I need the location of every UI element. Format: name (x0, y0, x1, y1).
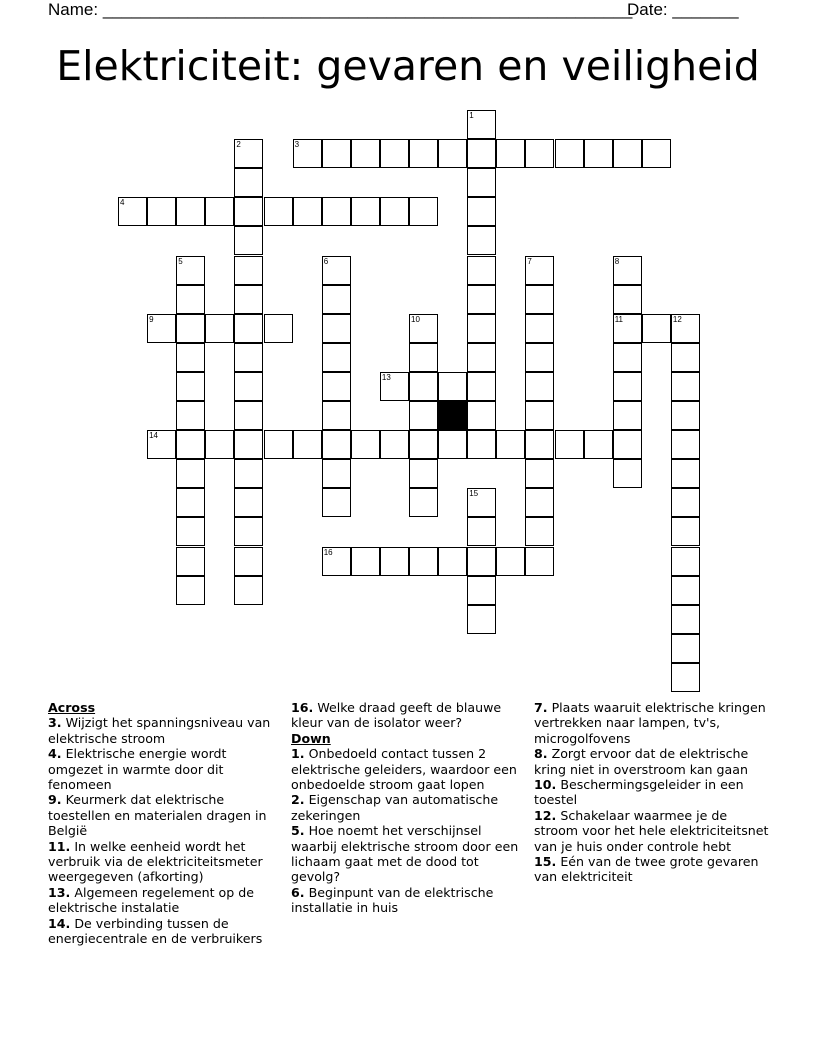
crossword-cell[interactable] (176, 343, 205, 372)
crossword-cell[interactable] (409, 547, 438, 576)
crossword-cell[interactable] (176, 459, 205, 488)
crossword-cell[interactable] (409, 343, 438, 372)
crossword-cell[interactable] (351, 197, 380, 226)
clue-text: Zorgt ervoor dat de elektrische kring niet in overstroom kan gaan (534, 746, 749, 777)
clue-number: 3. (48, 715, 62, 731)
crossword-cell[interactable] (613, 285, 642, 314)
cell-number: 3 (294, 140, 300, 150)
clue-text: Beschermingsgeleider in een toestel (534, 777, 744, 808)
clue-down-6 (291, 885, 527, 916)
clue-down-7 (534, 700, 770, 746)
crossword-cell[interactable] (205, 430, 234, 459)
crossword-cell[interactable] (234, 285, 263, 314)
name-label: Name: (48, 0, 99, 19)
crossword-cell[interactable] (322, 256, 351, 285)
crossword-cell[interactable] (234, 576, 263, 605)
crossword-cell[interactable] (322, 488, 351, 517)
crossword-cell[interactable] (525, 343, 554, 372)
crossword-cell[interactable] (176, 430, 205, 459)
crossword-cell[interactable] (234, 459, 263, 488)
crossword-cell[interactable] (467, 343, 496, 372)
crossword-cell[interactable] (293, 139, 322, 168)
crossword-cell[interactable] (525, 314, 554, 343)
crossword-cell[interactable] (525, 430, 554, 459)
crossword-cell[interactable] (147, 197, 176, 226)
clue-across-11 (48, 839, 284, 885)
across-heading: Across (48, 700, 96, 715)
clue-across-16 (291, 700, 527, 731)
crossword-cell[interactable] (176, 547, 205, 576)
crossword-cell[interactable] (671, 517, 700, 546)
crossword-cell[interactable] (322, 139, 351, 168)
crossword-cell[interactable] (264, 197, 293, 226)
crossword-cell[interactable] (671, 372, 700, 401)
clues-column-3 (534, 700, 770, 885)
crossword-cell[interactable] (438, 430, 467, 459)
clue-number: 12. (534, 807, 557, 823)
crossword-cell[interactable] (322, 343, 351, 372)
crossword-cell[interactable] (322, 285, 351, 314)
crossword-cell[interactable] (671, 547, 700, 576)
crossword-cell[interactable] (409, 314, 438, 343)
cell-number: 4 (120, 198, 125, 208)
date-field[interactable] (627, 0, 739, 20)
crossword-cell[interactable] (467, 430, 496, 459)
cell-number: 1 (469, 111, 474, 120)
black-square (438, 401, 467, 430)
crossword-cell[interactable] (234, 430, 263, 459)
crossword-cell[interactable] (264, 430, 293, 459)
cell-number: 8 (614, 256, 620, 266)
crossword-cell[interactable] (613, 459, 642, 488)
crossword-cell[interactable] (467, 285, 496, 314)
clue-number: 11. (48, 838, 71, 854)
crossword-cell[interactable] (380, 430, 409, 459)
page-title: Elektriciteit: gevaren en veiligheid (56, 42, 760, 90)
crossword-cell[interactable] (467, 110, 496, 139)
clue-across-13 (48, 885, 284, 916)
clue-across-3 (48, 715, 284, 746)
crossword-cell[interactable] (525, 139, 554, 168)
crossword-cell[interactable] (496, 139, 525, 168)
clue-text: Plaats waaruit elektrische kringen vertrekken naar lampen, tv's, microgolfovens (534, 700, 766, 746)
crossword-cell[interactable] (264, 314, 293, 343)
crossword-cell[interactable] (234, 314, 263, 343)
crossword-cell[interactable] (322, 401, 351, 430)
clue-number: 2. (291, 792, 305, 808)
crossword-cell[interactable] (322, 430, 351, 459)
crossword-cell[interactable] (584, 430, 613, 459)
crossword-cell[interactable] (234, 547, 263, 576)
crossword-cell[interactable] (525, 372, 554, 401)
clue-text: Keurmerk dat elektrische toestellen en materialen dragen in België (48, 792, 267, 839)
cell-number: 2 (236, 140, 241, 150)
crossword-cell[interactable] (438, 547, 467, 576)
crossword-cell[interactable] (525, 401, 554, 430)
crossword-cell[interactable] (409, 459, 438, 488)
crossword-cell[interactable] (467, 517, 496, 546)
cell-number: 13 (381, 372, 391, 382)
crossword-cell[interactable] (380, 372, 409, 401)
cell-number: 15 (469, 489, 479, 499)
clue-down-12 (534, 808, 770, 854)
crossword-cell[interactable] (613, 343, 642, 372)
crossword-cell[interactable] (322, 547, 351, 576)
crossword-cell[interactable] (351, 430, 380, 459)
crossword-cell[interactable] (234, 517, 263, 546)
crossword-cell[interactable] (467, 226, 496, 255)
clue-down-5 (291, 823, 527, 885)
clue-number: 5. (291, 823, 305, 839)
crossword-cell[interactable] (322, 314, 351, 343)
clue-down-8 (534, 746, 770, 777)
crossword-cell[interactable] (525, 285, 554, 314)
crossword-cell[interactable] (176, 314, 205, 343)
crossword-cell[interactable] (176, 488, 205, 517)
crossword-cell[interactable] (671, 430, 700, 459)
cell-number: 5 (178, 256, 183, 266)
crossword-cell[interactable] (205, 197, 234, 226)
clue-number: 14. (48, 915, 71, 931)
clue-text: Eén van de twee grote gevaren van elektriciteit (534, 854, 759, 885)
clue-text: Onbedoeld contact tussen 2 elektrische geleiders, waardoor een onbedoelde stroom gaat lopen (291, 746, 517, 793)
down-heading: Down (291, 730, 331, 746)
clue-number: 16. (291, 700, 314, 715)
crossword-cell[interactable] (176, 517, 205, 546)
crossword-cell[interactable] (147, 314, 176, 343)
crossword-cell[interactable] (176, 197, 205, 226)
crossword-cell[interactable] (613, 372, 642, 401)
name-field[interactable] (48, 0, 632, 20)
crossword-cell[interactable] (467, 372, 496, 401)
crossword-cell[interactable] (409, 372, 438, 401)
clue-text: Elektrische energie wordt omgezet in warmte door dit fenomeen (48, 746, 227, 793)
crossword-cell[interactable] (671, 401, 700, 430)
crossword-cell[interactable] (671, 663, 700, 692)
crossword-cell[interactable] (176, 285, 205, 314)
clue-text: Algemeen regelement op de elektrische instalatie (48, 884, 254, 916)
crossword-cell[interactable] (467, 547, 496, 576)
crossword-cell[interactable] (671, 634, 700, 663)
crossword-cell[interactable] (351, 139, 380, 168)
crossword-cell[interactable] (176, 372, 205, 401)
clue-number: 10. (534, 777, 557, 793)
clue-down-10 (534, 777, 770, 808)
name-line: ________________________________________________________ (102, 0, 633, 19)
crossword-cell[interactable] (205, 314, 234, 343)
crossword-cell[interactable] (525, 517, 554, 546)
clue-number: 7. (534, 700, 548, 715)
crossword-cell[interactable] (525, 459, 554, 488)
crossword-cell[interactable] (176, 401, 205, 430)
clues-column-1 (48, 700, 284, 947)
crossword-cell[interactable] (525, 488, 554, 517)
crossword-cell[interactable] (322, 197, 351, 226)
crossword-cell[interactable] (176, 256, 205, 285)
clue-text: In welke eenheid wordt het verbruik via de elektriciteitsmeter weergegeven (afkorting) (48, 838, 263, 885)
crossword-cell[interactable] (234, 226, 263, 255)
crossword-cell[interactable] (380, 139, 409, 168)
crossword-cell[interactable] (234, 139, 263, 168)
clue-text: Eigenschap van automatische zekeringen (291, 792, 499, 823)
crossword-cell[interactable] (234, 401, 263, 430)
crossword-cell[interactable] (351, 547, 380, 576)
crossword-cell[interactable] (584, 139, 613, 168)
cell-number: 12 (672, 314, 682, 324)
crossword-cell[interactable] (234, 372, 263, 401)
clue-number: 15. (534, 854, 557, 870)
crossword-cell[interactable] (467, 488, 496, 517)
crossword-cell[interactable] (467, 168, 496, 197)
clue-text: Welke draad geeft de blauwe kleur van de isolator weer? (291, 700, 502, 731)
crossword-cell[interactable] (234, 168, 263, 197)
crossword-cell[interactable] (409, 139, 438, 168)
clue-number: 6. (291, 884, 305, 900)
crossword-cell[interactable] (293, 197, 322, 226)
crossword-cell[interactable] (176, 576, 205, 605)
cell-number: 10 (411, 314, 420, 324)
crossword-cell[interactable] (671, 576, 700, 605)
crossword-cell[interactable] (525, 256, 554, 285)
clue-across-9 (48, 792, 284, 838)
clues-column-2 (291, 700, 527, 916)
crossword-cell[interactable] (613, 314, 642, 343)
crossword-cell[interactable] (409, 430, 438, 459)
crossword-cell[interactable] (613, 139, 642, 168)
crossword-cell[interactable] (555, 139, 584, 168)
clue-number: 1. (291, 746, 305, 762)
clue-text: Wijzigt het spanningsniveau van elektrische stroom (48, 715, 271, 746)
clue-down-1 (291, 746, 527, 792)
clue-number: 13. (48, 884, 71, 900)
clue-text: Schakelaar waarmee je de stroom voor het hele elektriciteitsnet van je huis onder controle hebt (534, 807, 769, 854)
date-line: _______ (672, 0, 739, 19)
crossword-cell[interactable] (322, 459, 351, 488)
crossword-cell[interactable] (613, 401, 642, 430)
cell-number: 16 (323, 547, 333, 557)
crossword-cell[interactable] (438, 139, 467, 168)
crossword-cell[interactable] (467, 256, 496, 285)
clue-number: 8. (534, 746, 548, 762)
clue-text: Beginpunt van de elektrische installatie in huis (291, 884, 494, 916)
clue-down-15 (534, 854, 770, 885)
crossword-cell[interactable] (525, 547, 554, 576)
cell-number: 7 (527, 256, 532, 266)
clue-number: 9. (48, 792, 62, 808)
crossword-cell[interactable] (642, 314, 671, 343)
crossword-cell[interactable] (438, 372, 467, 401)
crossword-cell[interactable] (555, 430, 584, 459)
crossword-cell[interactable] (118, 197, 147, 226)
crossword-cell[interactable] (467, 139, 496, 168)
cell-number: 14 (149, 431, 158, 441)
crossword-cell[interactable] (642, 139, 671, 168)
clue-across-4 (48, 746, 284, 792)
crossword-cell[interactable] (380, 547, 409, 576)
crossword-cell[interactable] (147, 430, 176, 459)
crossword-cell[interactable] (467, 401, 496, 430)
crossword-cell[interactable] (613, 256, 642, 285)
crossword-cell[interactable] (409, 197, 438, 226)
clue-text: De verbinding tussen de energiecentrale en de verbruikers (48, 915, 263, 947)
crossword-cell[interactable] (234, 256, 263, 285)
clue-across-14 (48, 916, 284, 947)
crossword-cell[interactable] (671, 459, 700, 488)
cell-number: 6 (323, 256, 329, 266)
crossword-cell[interactable] (467, 197, 496, 226)
clue-number: 4. (48, 746, 62, 762)
crossword-cell[interactable] (467, 314, 496, 343)
cell-number: 9 (149, 314, 154, 324)
cell-number: 11 (614, 314, 623, 324)
crossword-cell[interactable] (380, 197, 409, 226)
crossword-cell[interactable] (409, 401, 438, 430)
clue-down-2 (291, 792, 527, 823)
crossword-cell[interactable] (671, 314, 700, 343)
crossword-cell[interactable] (496, 430, 525, 459)
crossword-cell[interactable] (467, 605, 496, 634)
crossword-cell[interactable] (293, 430, 322, 459)
crossword-cell[interactable] (467, 576, 496, 605)
crossword-cell[interactable] (234, 488, 263, 517)
crossword-cell[interactable] (613, 430, 642, 459)
crossword-cell[interactable] (671, 343, 700, 372)
clue-text: Hoe noemt het verschijnsel waarbij elektrische stroom door een lichaam gaat met de dood tot gevolg? (291, 823, 519, 885)
crossword-cell[interactable] (671, 488, 700, 517)
crossword-cell[interactable] (496, 547, 525, 576)
crossword-cell[interactable] (671, 605, 700, 634)
crossword-cell[interactable] (234, 197, 263, 226)
crossword-cell[interactable] (322, 372, 351, 401)
crossword-cell[interactable] (234, 343, 263, 372)
crossword-cell[interactable] (409, 488, 438, 517)
date-label: Date: (627, 0, 668, 19)
